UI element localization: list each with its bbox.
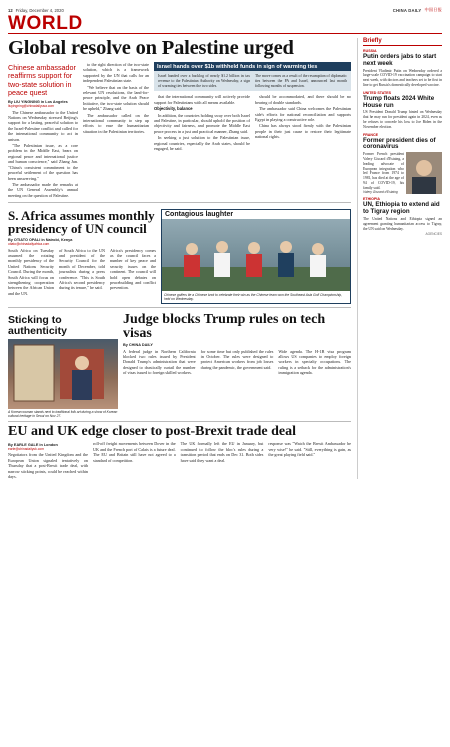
judge-story [123, 311, 351, 419]
judge-col1: A federal judge in Northern California blocked two rules issued by President Donald Trump's administration that were designed to drastically curtail the number of visas issued to foreign skilled workers. [123, 348, 196, 376]
brief-russia-text: President Vladimir Putin on Wednesday ordered a large-scale COVID-19 vaccination campaign to start next week, with doctors and teachers set to be first in line to get Russia's domestically developed vaccine. [363, 68, 442, 87]
lead-col4-p3: China has always stood firmly with the Palestinian people in their just cause to restore their legitimate national rights. [255, 123, 351, 140]
brief-ethiopia-headline: UN, Ethiopia to extend aid to Tigray region [363, 201, 440, 216]
sticking-caption: A Korean woman stands next to traditional folk art during a show of Korean cultural heritage in Seoul on Nov 27. [8, 410, 118, 419]
lead-col1-p1: The Chinese ambassador to the United Nations on Wednesday stressed Beijing's support for a lasting, peaceful solution to the Israel-Palestine conflict and called for the international community to act in unison. [8, 109, 78, 142]
eu-col4: response was "Watch the Brexit Ambassador be very wise!" he said. "Still, everything is gain, as the great playing field said." [268, 441, 352, 458]
main-column [8, 38, 351, 479]
brief-russia-headline: Putin orders jabs to start next week [363, 53, 437, 67]
infobox-col1: Israel handed over a backlog of nearly $1.2 billion in tax revenue to the Palestinian Authority on Wednesday, a sign of warming ties between the two sides. [158, 74, 250, 88]
portrait-illustration [406, 152, 442, 194]
golfers-illustration [162, 219, 350, 291]
africa-headline: S. Africa assumes monthly presidency of UN council [8, 208, 155, 237]
section-masthead [8, 14, 442, 34]
lead-col1-p2: "The Palestinian issue, as a core problem in the Middle East, bears on regional peace and international justice and human conscience," said Zhang Jun. "China's consistent commitment to the peaceful settlement of the question has been unswerving." [8, 143, 78, 181]
brief-russia-location: RUSSIA [363, 49, 377, 53]
judge-col3: Wide agenda. The H-1B visa program allows US companies to employ foreign workers in specialty occupations. The ruling is a setback for the administration's immigration agenda. [278, 348, 352, 376]
lead-headline: Global resolve on Palestine urged [8, 37, 294, 59]
lead-col2-p2: "We believe that on the basis of the relevant UN resolutions, the land-for-peace principle, and the Arab Peace Initiative, the two-state solution should be upheld," Zhang said. [83, 84, 149, 112]
section-title: WORLD [8, 13, 83, 34]
africa-col3: Africa's presidency comes as the council faces a number of key peace and security issues on the continent. The council will hold open debates on peacebuilding and conflict prevention. [110, 247, 156, 291]
brief-russia [363, 49, 442, 88]
page-number: 12 [8, 7, 13, 13]
brief-ethiopia-location: ETHIOPIA [363, 197, 380, 202]
contagious-headline: Contagious laughter [162, 210, 350, 219]
briefs-credit: AGENCIES [425, 232, 442, 237]
heritage-illustration [8, 339, 118, 409]
lead-col4-p2: The ambassador said China welcomes the Palestinian side's efforts for national reconciliation and supports Egypt in playing a constructive role. [255, 106, 351, 123]
africa-byline: By OTIATO OPALI in Nairobi, Kenya [8, 237, 73, 242]
paper-name: CHINA DAILY [392, 7, 422, 13]
eu-col1: Negotiators from the United Kingdom and the European Union signaled tentatively on Thursday that a post-Brexit trade deal, with narrow sticking points, could be reached within days. [8, 452, 88, 480]
eu-headline: EU and UK edge closer to post-Brexit trade deal [8, 424, 297, 440]
lead-subhead: Objectivity, balance [154, 106, 193, 112]
sticking-photo [8, 339, 118, 409]
lead-dek: Chinese ambassador reaffirms support for two-state solution in peace quest [8, 63, 76, 98]
page-date: Friday, December 4, 2020 [15, 7, 64, 13]
brief-us-headline: Trump floats 2024 White House run [363, 94, 435, 109]
sticking-feature [8, 311, 118, 419]
lead-col1 [8, 110, 78, 199]
eu-story [8, 425, 351, 479]
brief-ethiopia-text: The United Nations and Ethiopia signed an agreement granting humanitarian access to Tigray, the UN said on Wednesday. [363, 217, 442, 231]
africa-row [8, 206, 351, 303]
sticking-headline: Sticking to authenticity [8, 313, 67, 337]
eu-byline: By EARLE GALE in London [8, 443, 58, 448]
africa-byline-email: otiato@chinadailyafrica.com [8, 241, 50, 246]
lead-col3-p3: In seeking a just solution to the Palestinian issue, regional countries, especially the Arab states, should be engaged, he said. [154, 135, 250, 152]
paper-name-cn: 中国日报 [424, 7, 442, 12]
eu-col2: roll-off freight movements between Dover in the UK and the French port of Calais is a future deal. The EU and Britain still have not agreed to a standard of competition. [93, 441, 176, 463]
africa-story [8, 206, 156, 303]
judge-byline: By CHINA DAILY [123, 342, 153, 347]
eu-col3: The UK formally left the EU in January, but continued to follow the bloc's rules during a transition period that ends on Dec 31. Both sides have said they want a deal. [180, 441, 264, 463]
africa-col2: of South Africa to the UN and president of the Security Council for the month of December, told journalists during a press conference. "This is South Africa's second presidency during its tenure," he said. [59, 247, 105, 291]
lead-col3-p1: that the international community will actively provide support for Palestinians with all means available. [154, 94, 250, 105]
lower-row [8, 311, 351, 419]
infobox-col2: The move comes as a result of the resumption of diplomatic ties between the PA and Israel, announced last month following months of suspension. [255, 74, 347, 88]
contagious-photo [162, 219, 350, 291]
lead-byline-email: liuyingning@chinadailyusa.com [8, 103, 55, 108]
lead-col2 [83, 62, 149, 199]
lead-col4 [255, 94, 351, 152]
brief-france-text: Former French president Valery Giscard d'Estaing, a leading advocate of European integration who led France from 1974 to 1981, has died at the age of 94 of COVID-19, his family said. [363, 152, 404, 190]
lead-col3 [154, 94, 250, 152]
lead-col3-p2: In addition, the countries holding sway over both Israel and Palestine, in particular, should uphold the position of objectivity and fairness, and promote the Middle East peace process in a just and practical manner, Zhang said. [154, 112, 250, 134]
contagious-caption: Chinese golfers tie a Chinese knot to celebrate their win as the Chinese team won the Southeast Asia Golf Championship, held on Wednesday. [164, 292, 343, 301]
brief-us-location: UNITED STATES [363, 90, 392, 95]
lead-col1-p3: The ambassador made the remarks at the UN General Assembly's annual meeting on the question of Palestine. [8, 181, 78, 198]
lead-col4-p1: should be accommodated, and there should be no bearing of double standards. [255, 94, 351, 105]
brief-france-photo [406, 152, 442, 194]
brief-france-photo-caption: Valery Giscard d'Estaing [363, 189, 398, 194]
brief-us-text: US President Donald Trump hinted on Wednesday that he may run for president again in 2024, even as he refuses to concede his loss to Joe Biden in the November election. [363, 110, 442, 129]
infobox-title: Israel hands over $1b withheld funds in sign of warming ties [154, 62, 351, 71]
judge-headline: Judge blocks Trump rules on tech visas [123, 311, 326, 341]
judge-col2: for some time but only published the rules in October. The rules were designed to protect American workers from job losses during the pandemic, the government said. [200, 348, 274, 370]
eu-byline-email: earle@chinadailyuk.com [8, 447, 44, 452]
lead-col2-p1: to the right direction of the two-state solution, which is a framework supported by the UN that calls for an independent Palestinian state. [83, 62, 149, 84]
brief-france-location: FRANCE [363, 132, 378, 137]
lead-story [8, 62, 351, 199]
africa-col1: South Africa on Tuesday assumed the rotating monthly presidency of the United Nations Security Council. During the month, South Africa will focus on strengthening cooperation between the African Union and the UN. [8, 247, 54, 296]
brief-france [363, 133, 442, 195]
brief-ethiopia [363, 197, 442, 231]
lead-byline: By LIU YINGNING in Los Angeles [8, 99, 68, 104]
infobox [154, 62, 351, 91]
lead-col2-p3: The ambassador called on the international community to step up efforts to ease the humanitarian situation in the Palestinian territories. [83, 112, 149, 134]
brief-france-headline: Former president dies of coronavirus [363, 136, 436, 151]
contagious-feature [161, 206, 351, 303]
briefs-title: Briefly [363, 38, 442, 46]
briefs-sidebar [357, 38, 442, 479]
page-content [8, 38, 442, 479]
brief-us [363, 91, 442, 130]
